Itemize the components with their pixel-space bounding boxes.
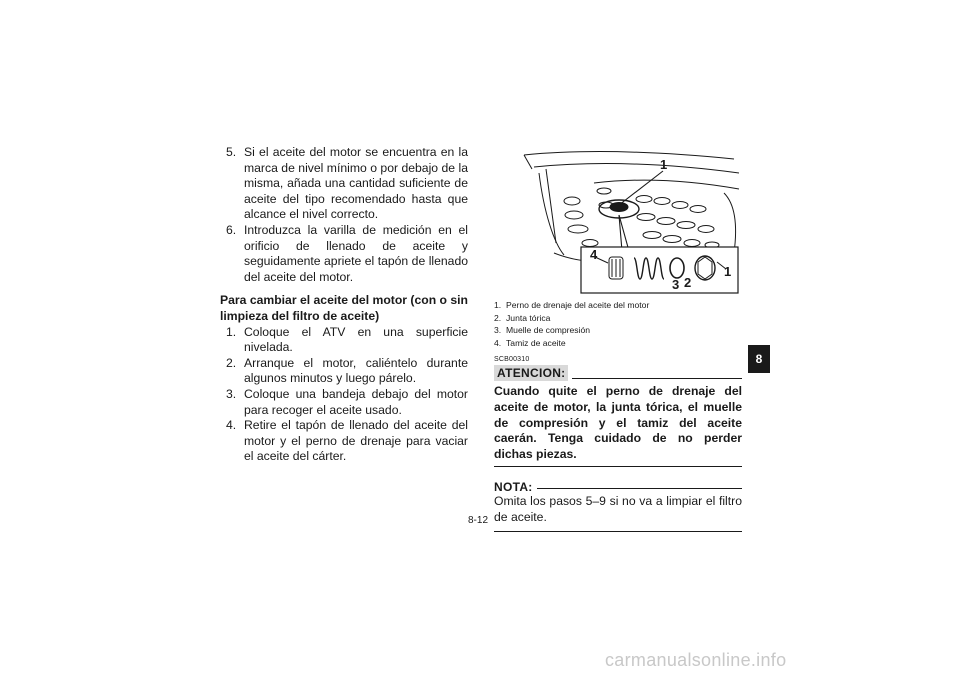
steps-bottom [220, 325, 468, 465]
atencion-rule [572, 378, 742, 379]
step-number: 2. [226, 355, 237, 370]
nota-rule [537, 488, 742, 489]
figure-captions [494, 299, 742, 349]
step-text: Introduzca la varilla de medición en el orificio de llenado de aceite y seguidamente apriete el tapón de llenado del aceite del motor. [244, 222, 468, 284]
caption-number: 1. [494, 300, 502, 310]
figure-and-notes-column [494, 143, 742, 532]
engine-underside-illustration [494, 143, 742, 295]
caption-item [494, 312, 742, 325]
section-subheading: Para cambiar el aceite del motor (con o sin limpieza del filtro de aceite) [220, 293, 468, 323]
caption-text: Perno de drenaje del aceite del motor [506, 300, 650, 310]
drain-bolt-figure [494, 143, 742, 295]
step-number: 6. [226, 222, 237, 237]
step-item [220, 325, 468, 356]
callout-4: 4 [590, 247, 598, 262]
atencion-header [494, 365, 742, 381]
steps-top [220, 145, 468, 285]
step-text: Arranque el motor, caliéntelo durante algunos minutos y luego párelo. [244, 355, 468, 386]
nota-label: NOTA: [494, 480, 533, 495]
nota-header [494, 480, 742, 494]
step-number: 5. [226, 145, 237, 159]
caption-number: 3. [494, 325, 502, 336]
callout-3: 3 [672, 277, 680, 292]
step-number: 4. [226, 418, 237, 433]
caption-item [494, 337, 742, 350]
caption-text: Tamiz de aceite [506, 337, 566, 348]
notice-code: SCB00310 [494, 356, 530, 364]
caption-number: 2. [494, 312, 502, 323]
callout-1-right: 1 [724, 264, 732, 279]
caption-item [494, 299, 742, 312]
step-number: 3. [226, 386, 237, 401]
instructions-column [220, 145, 468, 465]
step-item [220, 356, 468, 387]
step-number: 1. [226, 324, 237, 339]
step-item [220, 145, 468, 223]
step-item [220, 223, 468, 285]
page-number: 8-12 [468, 515, 489, 526]
step-text: Si el aceite del motor se encuentra en la marca de nivel mínimo o por debajo de la misma, añada una cantidad suficiente de aceite del tipo recomendado hasta que alcance el nivel correcto. [244, 145, 468, 222]
step-text: Retire el tapón de llenado del aceite del motor y el perno de drenaje para vaciar el aceite del cárter. [244, 418, 468, 464]
nota-text: Omita los pasos 5–9 si no va a limpiar el filtro de aceite. [494, 494, 742, 531]
caption-number: 4. [494, 337, 502, 348]
callout-2: 2 [684, 275, 692, 290]
callout-1-top: 1 [660, 157, 668, 172]
watermark: carmanualsonline.info [605, 650, 787, 670]
atencion-text: Cuando quite el perno de drenaje del aceite de motor, la junta tórica, el muelle de compresión y el tamiz del aceite caerán. Tenga cuidado de no perder dichas piezas. [494, 384, 742, 467]
step-item [220, 418, 468, 465]
caption-item [494, 324, 742, 337]
caption-text: Muelle de compresión [506, 325, 591, 336]
step-text: Coloque una bandeja debajo del motor para recoger el aceite usado. [244, 386, 468, 417]
step-item [220, 387, 468, 418]
chapter-tab: 8 [748, 345, 770, 373]
caption-text: Junta tórica [506, 312, 551, 323]
atencion-label: ATENCION: [494, 365, 568, 381]
step-text: Coloque el ATV en una superficie nivelada. [244, 324, 468, 355]
